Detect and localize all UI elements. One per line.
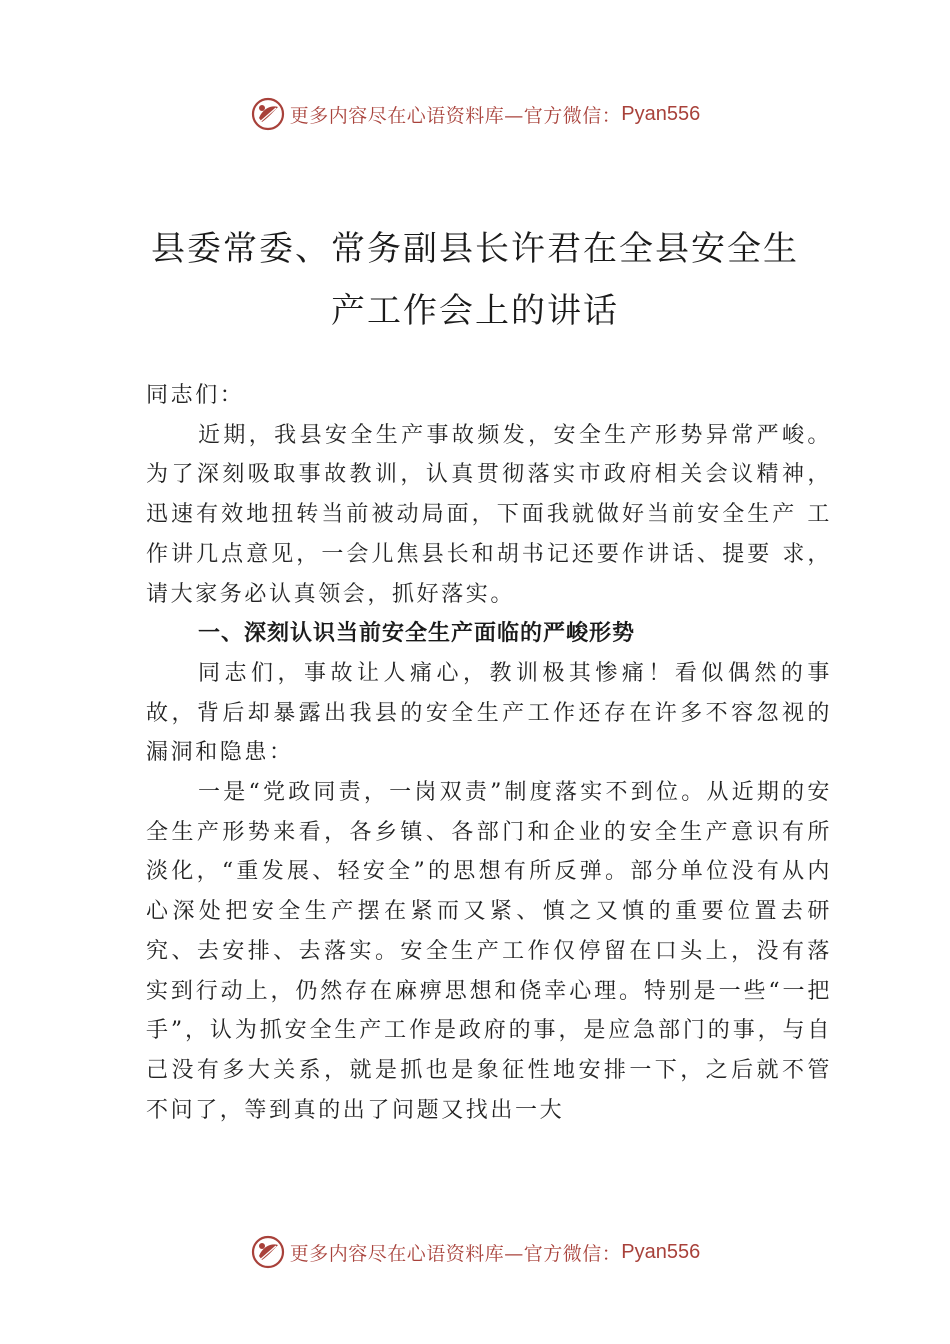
document-body xyxy=(146,376,832,1130)
watermark-banner-bottom xyxy=(0,1232,950,1272)
brand-logo-icon xyxy=(250,1234,286,1270)
paragraph-intro: 近期，我县安全生产事故频发，安全生产形势异常严峻。为了深刻吸取事故教训，认真贯彻落实市政府相关会议精神， 迅速有效地扭转当前被动局面，下面我就做好当前安全生产 工作讲几点意见，一会儿焦县长和胡书记还要作讲话、提要 求，请大家务必认真领会，抓好落实。 xyxy=(146,422,832,607)
watermark-banner-top xyxy=(0,94,950,134)
watermark-wechat-id: Pyan556 xyxy=(621,1240,701,1263)
watermark-text: 更多内容尽在心语资料库—官方微信： xyxy=(289,104,622,127)
title-line-1: 县委常委、常务副县长许君在全县安全生 xyxy=(151,229,799,269)
title-line-2: 产工作会上的讲话 xyxy=(331,291,619,331)
section-heading-1: 一、深刻认识当前安全生产面临的严峻形势 xyxy=(198,621,636,647)
watermark-wechat-id: Pyan556 xyxy=(621,102,701,125)
paragraph-point-1: 一是“党政同责，一岗双责”制度落实不到位。从近期的安全生产形势来看，各乡镇、各部门和企业的安全生产意识有所淡化，“重发展、轻安全”的思想有所反弹。部分单位没有从内心深处把安全生产摆在紧而又紧、慎之又慎的重要位置去研究、去安排、去落实。安全生产工作仅停留在口头上，没有落实到行动上，仍然存在麻痹思想和侥幸心理。特别是一些“一把手”，认为抓安全生产工作是政府的事，是应急部门的事，与自己没有多大关系，就是抓也是象征性地安排一下，之后就不管不问了，等到真的出了问题又找出一大 xyxy=(146,780,832,1123)
watermark-text: 更多内容尽在心语资料库—官方微信： xyxy=(289,1242,622,1265)
salutation: 同志们： xyxy=(146,383,245,408)
page-title xyxy=(140,218,810,342)
brand-logo-icon xyxy=(250,96,286,132)
paragraph-section-intro: 同志们，事故让人痛心，教训极其惨痛！看似偶然的事故，背后却暴露出我县的安全生产工作还存在许多不容忽视的漏洞和隐患： xyxy=(146,660,832,766)
